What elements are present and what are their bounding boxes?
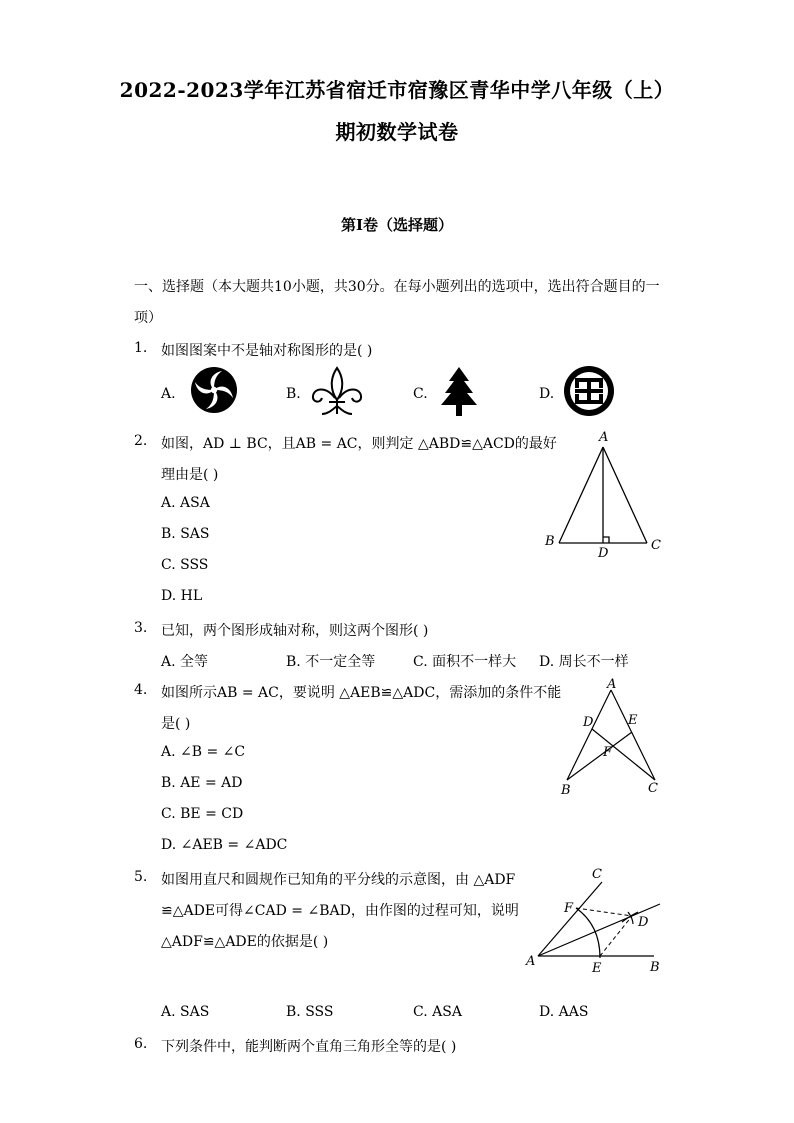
q5-option-b: B. SSS xyxy=(286,1004,334,1020)
q3-number: 3. xyxy=(134,620,148,636)
q4-option-b: B. AE = AD xyxy=(161,775,243,791)
q5-label-c: C xyxy=(592,867,602,882)
section1-heading: 一、选择题（本大题共10小题，共30分。在每小题列出的选项中，选出符合题目的一 xyxy=(134,279,660,295)
q1-option-b-label: B. xyxy=(286,386,301,402)
q5-number: 5. xyxy=(134,869,148,885)
q5-label-e: E xyxy=(592,961,602,976)
q2-stem-line1: 如图，AD ⊥ BC，且AB = AC，则判定 △ABD≌△ACD的最好 xyxy=(161,436,557,452)
q5-option-a: A. SAS xyxy=(161,1004,210,1020)
q2-label-a: A xyxy=(599,430,609,445)
q1-number: 1. xyxy=(134,340,148,356)
q3-stem: 已知，两个图形成轴对称，则这两个图形( ) xyxy=(161,623,429,639)
q4-option-a: A. ∠B = ∠C xyxy=(161,744,246,760)
q4-stem-line1: 如图所示AB = AC，要说明 △AEB≌△ADC，需添加的条件不能 xyxy=(161,685,562,701)
document-title-line2: 期初数学试卷 xyxy=(335,120,459,144)
q4-stem-line2: 是( ) xyxy=(161,716,191,732)
q3-option-b: B. 不一定全等 xyxy=(286,654,376,670)
pine-tree-icon xyxy=(437,365,481,417)
q3-option-a: A. 全等 xyxy=(161,654,209,670)
q4-number: 4. xyxy=(134,682,148,698)
q2-triangle-figure xyxy=(535,425,670,560)
q1-option-a-label: A. xyxy=(161,386,176,402)
q4-label-a: A xyxy=(607,678,617,692)
q5-option-d: D. AAS xyxy=(539,1004,589,1020)
q1-stem: 如图图案中不是轴对称图形的是( ) xyxy=(161,343,373,359)
q4-label-e: E xyxy=(628,713,638,728)
q2-option-d: D. HL xyxy=(161,588,203,604)
q6-stem: 下列条件中，能判断两个直角三角形全等的是( ) xyxy=(161,1039,457,1055)
q2-option-c: C. SSS xyxy=(161,557,209,573)
q2-label-b: B xyxy=(545,534,555,549)
q1-option-c-label: C. xyxy=(413,386,428,402)
fleur-de-lis-icon xyxy=(308,364,366,418)
bank-logo-icon xyxy=(562,364,616,418)
q5-label-d: D xyxy=(638,915,649,930)
q2-label-c: C xyxy=(651,538,661,553)
q5-stem-line1: 如图用直尺和圆规作已知角的平分线的示意图，由 △ADF xyxy=(161,872,516,888)
volume-heading: 第I卷（选择题） xyxy=(340,216,454,234)
q2-number: 2. xyxy=(134,433,148,449)
q2-option-a: A. ASA xyxy=(161,495,210,511)
document-title-line1: 2022-2023学年江苏省宿迁市宿豫区青华中学八年级（上） xyxy=(119,78,675,102)
q4-option-d: D. ∠AEB = ∠ADC xyxy=(161,837,288,853)
q4-label-f: F xyxy=(603,745,613,760)
swirl-symbol-icon xyxy=(189,365,239,415)
q4-triangle-figure xyxy=(555,678,670,800)
section1-heading-cont: 项） xyxy=(134,310,162,326)
q2-stem-line2: 理由是( ) xyxy=(161,467,219,483)
q5-label-b: B xyxy=(650,960,660,975)
q2-option-b: B. SAS xyxy=(161,526,210,542)
q3-option-d: D. 周长不一样 xyxy=(539,654,629,670)
q1-option-d-label: D. xyxy=(539,386,555,402)
q4-label-d: D xyxy=(583,715,594,730)
q5-angle-bisector-figure xyxy=(520,862,670,978)
q4-label-b: B xyxy=(561,783,571,798)
q3-option-c: C. 面积不一样大 xyxy=(413,654,517,670)
q5-option-c: C. ASA xyxy=(413,1004,462,1020)
q5-stem-line2: ≌△ADE可得∠CAD = ∠BAD，由作图的过程可知，说明 xyxy=(161,903,519,919)
q5-label-a: A xyxy=(526,954,536,969)
q5-label-f: F xyxy=(564,901,574,916)
q6-number: 6. xyxy=(134,1036,148,1052)
q4-option-c: C. BE = CD xyxy=(161,806,244,822)
q4-label-c: C xyxy=(648,781,658,796)
q2-label-d: D xyxy=(598,546,609,560)
q5-stem-line3: △ADF≌△ADE的依据是( ) xyxy=(161,934,329,950)
